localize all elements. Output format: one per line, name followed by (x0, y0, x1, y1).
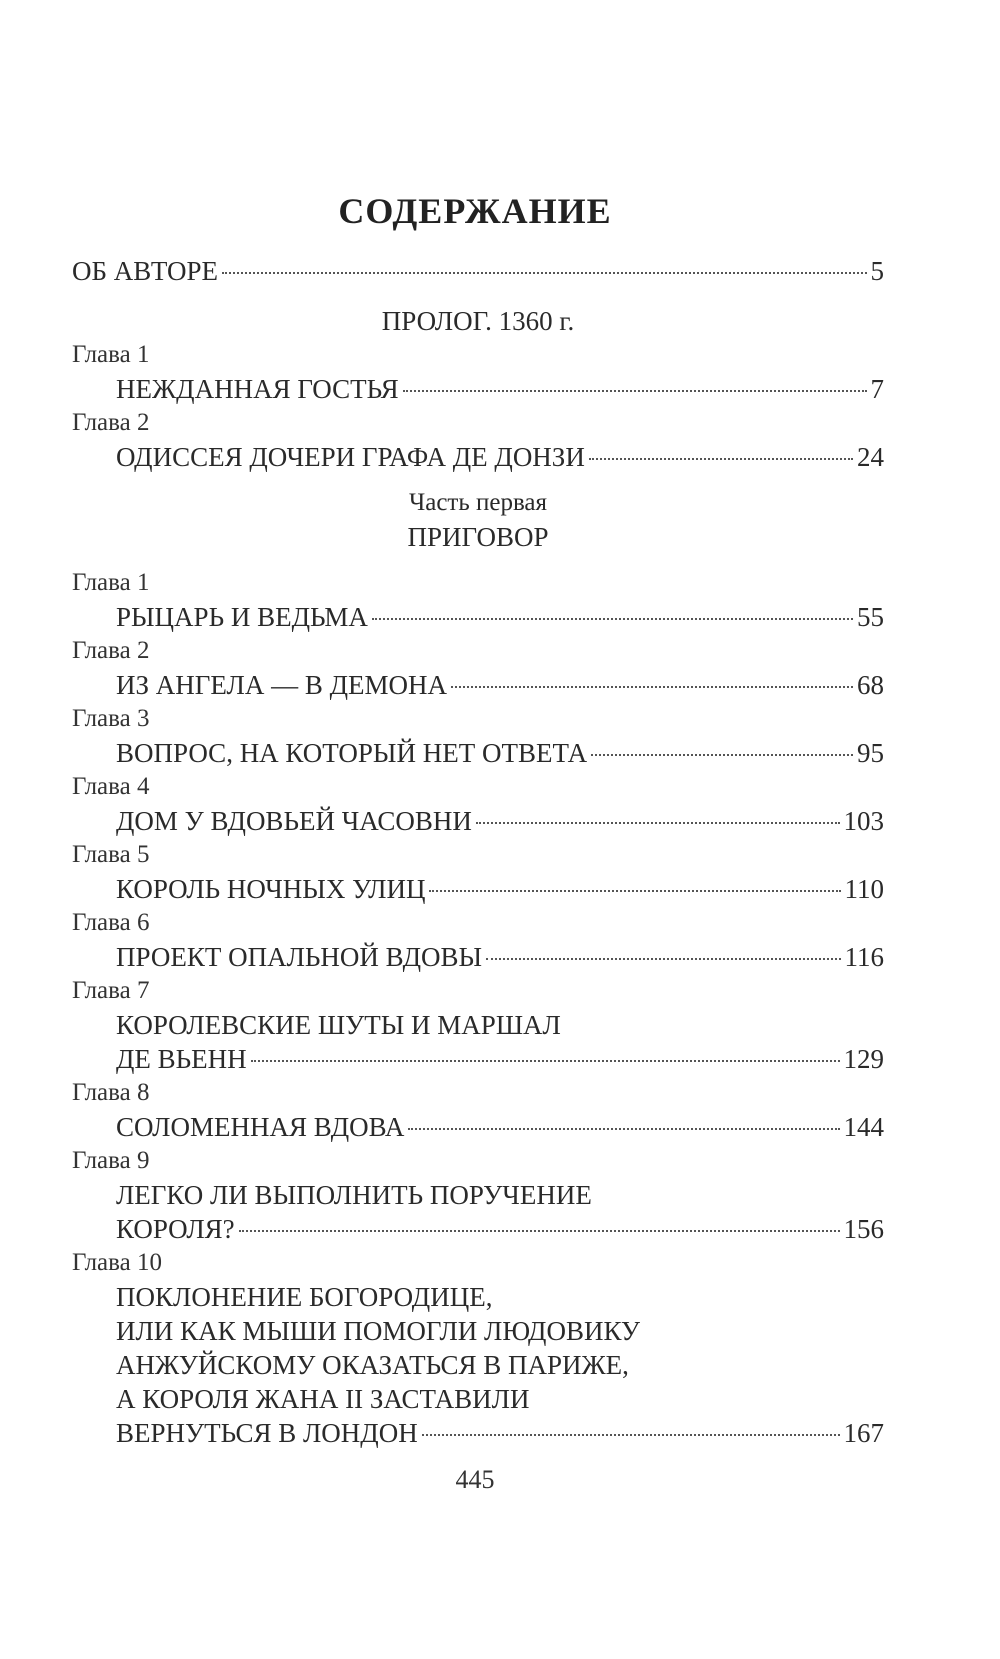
toc-entry-title: КОРОЛЯ? (116, 1214, 235, 1244)
chapter-label: Глава 5 (72, 841, 150, 868)
chapter-label: Глава 1 (72, 341, 150, 368)
leader-dots (422, 1434, 840, 1436)
leader-dots (451, 686, 853, 688)
toc-entry-title: ИЗ АНГЕЛА — В ДЕМОНА (116, 670, 448, 700)
leader-dots (372, 618, 853, 620)
chapter-label: Глава 3 (72, 705, 150, 732)
toc-entry[interactable] (72, 804, 884, 838)
toc-entry[interactable] (72, 736, 884, 770)
toc-entry[interactable] (72, 1042, 884, 1076)
toc-entry-title: СОЛОМЕННАЯ ВДОВА (116, 1112, 405, 1142)
toc-page-number: 5 (870, 256, 884, 286)
toc-entry-title-line: А КОРОЛЯ ЖАНА II ЗАСТАВИЛИ (116, 1384, 530, 1414)
toc-page-number: 129 (843, 1044, 884, 1074)
toc-entry-title: ДОМ У ВДОВЬЕЙ ЧАСОВНИ (116, 806, 472, 836)
chapter-label: Глава 6 (72, 909, 150, 936)
toc-entry-about[interactable] (72, 254, 884, 288)
chapter-label: Глава 2 (72, 637, 150, 664)
leader-dots (591, 754, 853, 756)
page-number: 445 (455, 1465, 495, 1494)
leader-dots (589, 458, 853, 460)
chapter-label: Глава 1 (72, 569, 150, 596)
section-heading-part1: ПРИГОВОР (407, 522, 549, 552)
chapter-label: Глава 10 (72, 1249, 162, 1276)
toc-page-number: 55 (857, 602, 884, 632)
toc-page-number: 144 (843, 1112, 884, 1142)
toc-entry[interactable] (72, 1416, 884, 1450)
toc-page-number: 68 (857, 670, 884, 700)
toc-entry-title-line: ИЛИ КАК МЫШИ ПОМОГЛИ ЛЮДОВИКУ (116, 1316, 641, 1346)
toc-page-number: 156 (843, 1214, 884, 1244)
toc-page-number: 103 (843, 806, 884, 836)
leader-dots (403, 390, 867, 392)
part-label: Часть первая (408, 489, 548, 516)
toc-page-number: 116 (844, 942, 884, 972)
page-title: СОДЕРЖАНИЕ (338, 191, 612, 231)
toc-page-number: 24 (857, 442, 884, 472)
leader-dots (476, 822, 840, 824)
toc-entry-title: НЕЖДАННАЯ ГОСТЬЯ (116, 374, 399, 404)
toc-entry-title: КОРОЛЬ НОЧНЫХ УЛИЦ (116, 874, 426, 904)
chapter-label: Глава 8 (72, 1079, 150, 1106)
toc-entry-title-line: ЛЕГКО ЛИ ВЫПОЛНИТЬ ПОРУЧЕНИЕ (116, 1180, 592, 1210)
toc-page-number: 167 (843, 1418, 884, 1448)
chapter-label: Глава 7 (72, 977, 150, 1004)
toc-entry-title: ОБ АВТОРЕ (72, 256, 219, 286)
part1-chapter-list (72, 566, 884, 1450)
toc-entry-title: ОДИССЕЯ ДОЧЕРИ ГРАФА ДЕ ДОНЗИ (116, 442, 585, 472)
chapter-label: Глава 4 (72, 773, 150, 800)
prologue-chapter-list (72, 338, 884, 474)
toc-entry-title: ПРОЕКТ ОПАЛЬНОЙ ВДОВЫ (116, 942, 483, 972)
toc-entry-title-line: КОРОЛЕВСКИЕ ШУТЫ И МАРШАЛ (116, 1010, 561, 1040)
toc-entry[interactable] (72, 1212, 884, 1246)
toc-entry-title: ВЕРНУТЬСЯ В ЛОНДОН (116, 1418, 418, 1448)
section-heading-prologue: ПРОЛОГ. 1360 г. (381, 306, 575, 336)
chapter-label: Глава 2 (72, 409, 150, 436)
leader-dots (408, 1128, 839, 1130)
leader-dots (251, 1060, 840, 1062)
table-of-contents (72, 254, 884, 1450)
leader-dots (239, 1230, 840, 1232)
toc-entry[interactable] (72, 440, 884, 474)
toc-entry[interactable] (72, 872, 884, 906)
toc-page-number: 7 (870, 374, 884, 404)
leader-dots (486, 958, 840, 960)
toc-page-number: 110 (844, 874, 884, 904)
toc-entry[interactable] (72, 668, 884, 702)
chapter-label: Глава 9 (72, 1147, 150, 1174)
toc-entry-title-line: АНЖУЙСКОМУ ОКАЗАТЬСЯ В ПАРИЖЕ, (116, 1350, 629, 1380)
toc-entry[interactable] (72, 372, 884, 406)
toc-entry[interactable] (72, 600, 884, 634)
toc-entry-title: ВОПРОС, НА КОТОРЫЙ НЕТ ОТВЕТА (116, 738, 588, 768)
toc-entry[interactable] (72, 1110, 884, 1144)
toc-entry[interactable] (72, 940, 884, 974)
leader-dots (429, 890, 840, 892)
toc-page-number: 95 (857, 738, 884, 768)
toc-entry-title: ДЕ ВЬЕНН (116, 1044, 247, 1074)
toc-entry-title: РЫЦАРЬ И ВЕДЬМА (116, 602, 368, 632)
toc-entry-title-line: ПОКЛОНЕНИЕ БОГОРОДИЦЕ, (116, 1282, 493, 1312)
leader-dots (222, 272, 866, 274)
